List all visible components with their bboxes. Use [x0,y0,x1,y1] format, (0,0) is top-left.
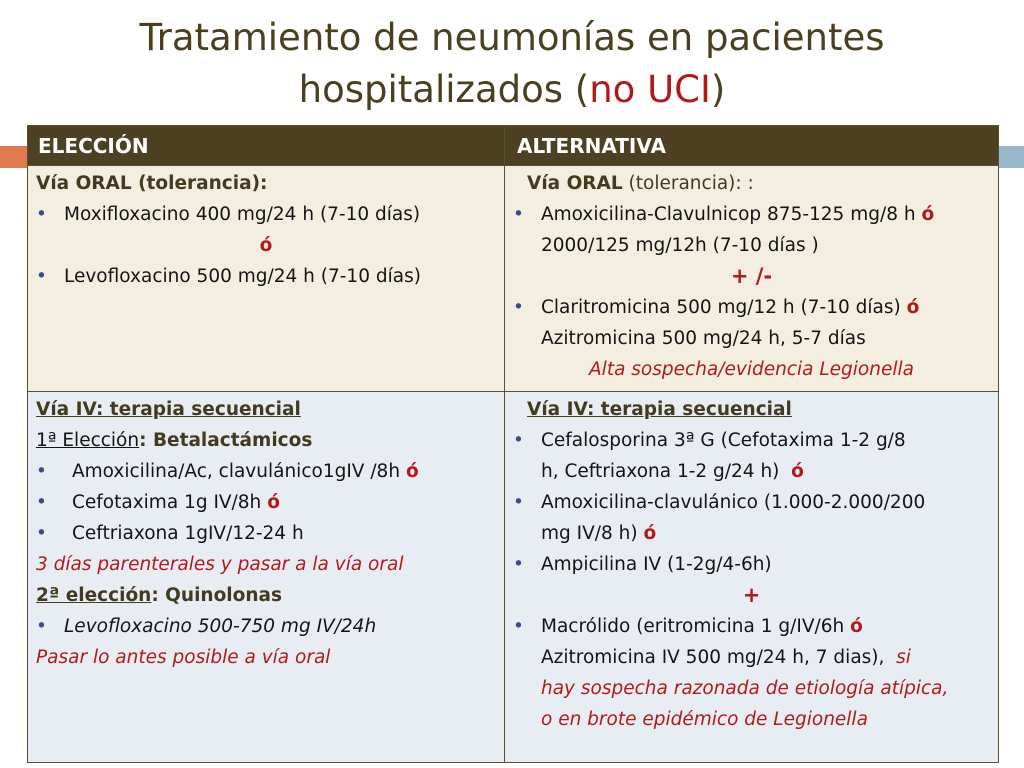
cell-iv-eleccion [28,392,505,763]
iv-alternativa-header: Vía IV: terapia secuencial [527,399,792,420]
iv-eleccion-item-amoxicilina [36,456,496,487]
oral-alternativa-item2-cont: Azitromicina 500 mg/24 h, 5-7 días [541,328,866,349]
iv-eleccion-note-parenteral: 3 días parenterales y pasar a la vía oral [36,554,404,575]
iv-eleccion-item1-text: Amoxicilina/Ac, clavulánico1gIV /8h [72,461,401,482]
title-line-2-suffix: ) [710,68,726,111]
oral-alternativa-header-rest: (tolerancia): : [622,173,754,194]
iv-eleccion-item2-text: Cefotaxima 1g IV/8h [72,492,262,513]
table-row-iv [28,392,999,763]
oral-eleccion-or: ó [259,235,273,256]
iv-eleccion-first-choice [36,425,496,456]
iv-eleccion-second-choice [36,580,496,611]
iv-alternativa-item4-legionella: o en brote epidémico de Legionella [541,709,868,730]
iv-alternativa-item4-text: Macrólido (eritromicina 1 g/IV/6h [541,616,845,637]
iv-alternativa-item1-cont-text: h, Ceftriaxona 1-2 g/24 h) [541,461,780,482]
header-alternativa: ALTERNATIVA [505,126,999,166]
oral-eleccion-item-moxifloxacino: • Moxifloxacino 400 mg/24 h (7-10 días) [36,199,496,230]
iv-eleccion-item-ceftriaxona: • Ceftriaxona 1gIV/12-24 h [36,518,496,549]
oral-alternativa-legionella-note: Alta sospecha/evidencia Legionella [589,359,914,380]
iv-eleccion-first-label: 1ª Elección [36,430,140,451]
table-row-oral [28,166,999,392]
iv-alternativa-item1-or: ó [791,461,804,482]
iv-alternativa-plus: + [742,583,761,607]
oral-alternativa-item1-or: ó [921,204,935,225]
title-line-2 [0,64,1024,116]
iv-eleccion-second-label: 2ª elección [36,585,152,606]
oral-alternativa-item-amoxicilina [513,199,990,230]
cell-oral-alternativa [505,166,999,392]
oral-alternativa-item2-text: Claritromicina 500 mg/12 h (7-10 días) [541,297,901,318]
iv-alternativa-item4-cont [513,642,990,673]
iv-eleccion-note-oral: Pasar lo antes posible a vía oral [36,647,331,668]
oral-eleccion-item-levofloxacino: • Levofloxacino 500 mg/24 h (7-10 días) [36,261,496,292]
treatment-table [27,125,999,763]
oral-alternativa-header [513,168,990,199]
oral-alternativa-item2-or: ó [906,297,920,318]
iv-alternativa-item-cefalosporina: • Cefalosporina 3ª G (Cefotaxima 1-2 g/8 [513,425,990,456]
title-line-1: Tratamiento de neumonías en pacientes [139,16,885,59]
iv-alternativa-item-ampicilina: • Ampicilina IV (1-2g/4-6h) [513,549,990,580]
cell-oral-eleccion [28,166,505,392]
slide-title [0,12,1024,116]
iv-alternativa-item2-cont-text: mg IV/8 h) [541,523,638,544]
iv-alternativa-item1-cont [513,456,990,487]
iv-eleccion-second-rest: : Quinolonas [151,585,283,606]
iv-eleccion-item1-or: ó [405,461,419,482]
iv-alternativa-item2-or: ó [643,523,657,544]
oral-alternativa-item-claritromicina [513,292,990,323]
iv-alternativa-item-amoxicilina-clavulanico: • Amoxicilina-clavulánico (1.000-2.000/200 [513,487,990,518]
iv-eleccion-item2-or: ó [267,492,280,513]
decorative-bar-right [998,146,1024,168]
iv-alternativa-item4-or: ó [850,616,863,637]
oral-alternativa-item1-text: Amoxicilina-Clavulnicop 875-125 mg/8 h [541,204,916,225]
iv-alternativa-item4-si: si [896,647,911,668]
iv-eleccion-header: Vía IV: terapia secuencial [36,399,301,420]
iv-alternativa-item4-cont-text: Azitromicina IV 500 mg/24 h, 7 dias), [541,647,885,668]
table-header-row [28,126,999,166]
cell-iv-alternativa [505,392,999,763]
iv-eleccion-item-levofloxacino: • Levofloxacino 500-750 mg IV/24h [36,611,496,642]
title-highlight-no-uci: no UCI [589,68,711,111]
iv-alternativa-item-macrolido [513,611,990,642]
iv-alternativa-item4-atypical: hay sospecha razonada de etiología atípica, [541,678,949,699]
oral-alternativa-plusminus: + /- [730,264,773,288]
oral-eleccion-header: Vía ORAL (tolerancia): [36,173,268,194]
iv-eleccion-item-cefotaxima [36,487,496,518]
header-eleccion: ELECCIÓN [28,126,505,166]
decorative-bar-left [0,146,28,168]
oral-alternativa-header-bold: Vía ORAL [527,173,623,194]
iv-alternativa-item2-cont [513,518,990,549]
oral-alternativa-item1-cont: 2000/125 mg/12h (7-10 días ) [541,235,819,256]
title-line-2-prefix: hospitalizados ( [298,68,590,111]
iv-eleccion-first-rest: : Betalactámicos [139,430,313,451]
